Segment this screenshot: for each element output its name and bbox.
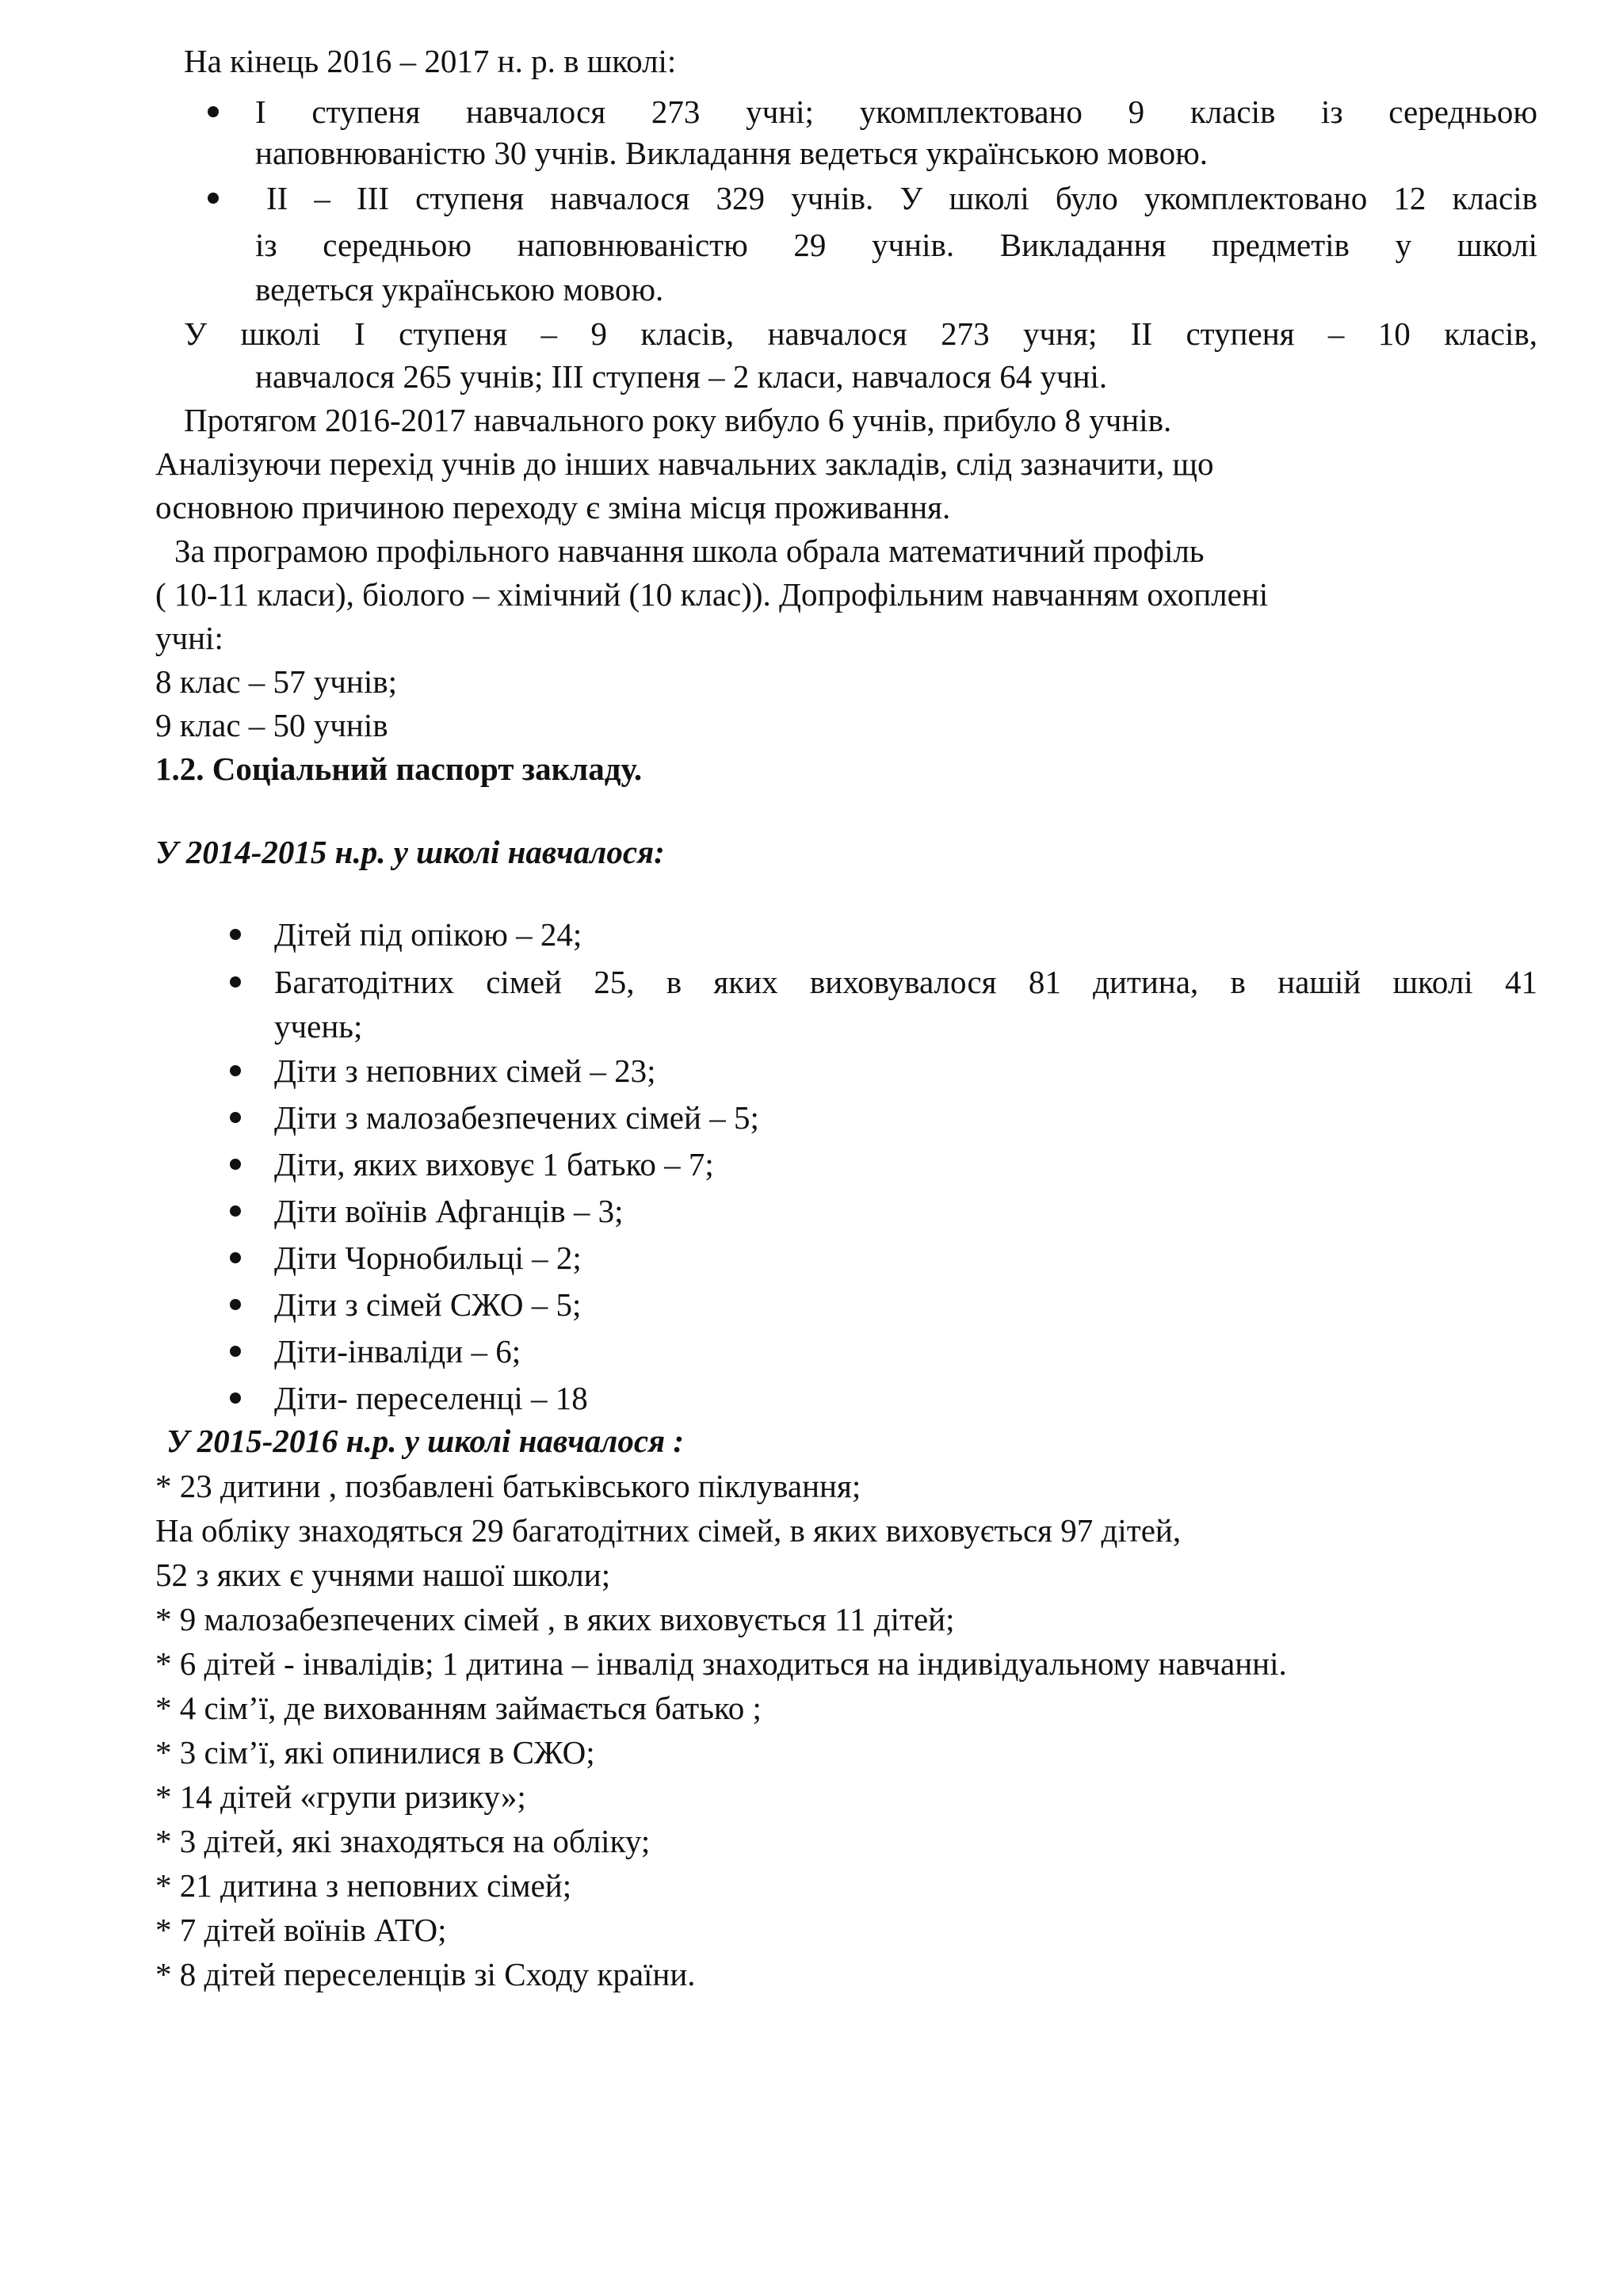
list-line: * 9 малозабезпечених сімей , в яких виховується 11 дітей; [155, 1601, 955, 1637]
analysis-text: основною причиною переходу є зміна місця проживання. [155, 489, 951, 525]
movement-text: Протягом 2016-2017 навчального року вибуло 6 учнів, прибуло 8 учнів. [184, 402, 1172, 438]
list-item: Багатодітних сімей 25, в яких виховувалося 81 дитина, в нашій школі 41 [274, 964, 1537, 1000]
list-line: * 14 дітей «групи ризику»; [155, 1778, 526, 1815]
bullet-dot [230, 976, 241, 988]
bullet-dot [230, 1112, 241, 1123]
list-item: Діти, яких виховує 1 батько – 7; [274, 1146, 714, 1182]
list-item: Діти з неповних сімей – 23; [274, 1052, 656, 1089]
bullet-dot [208, 193, 219, 204]
profile-text: учні: [155, 620, 223, 656]
list-line: * 23 дитини , позбавлені батьківського піклування; [155, 1468, 861, 1504]
year-2015-heading: У 2015-2016 н.р. у школі навчалося : [166, 1423, 685, 1459]
list-line: * 6 дітей - інвалідів; 1 дитина – інвалід знаходиться на індивідуальному навчанні. [155, 1645, 1287, 1682]
grades-summary: навчалося 265 учнів; ІІІ ступеня – 2 класи, навчалося 64 учні. [255, 358, 1108, 395]
list-line: * 3 сім’ї, які опинилися в СЖО; [155, 1734, 595, 1771]
intro-heading: На кінець 2016 – 2017 н. р. в школі: [184, 43, 677, 79]
profile-text: ( 10-11 класи), біолого – хімічний (10 клас)). Допрофільним навчанням охоплені [155, 576, 1269, 613]
bullet-dot [230, 1065, 241, 1076]
list-line: * 8 дітей переселенців зі Сходу країни. [155, 1956, 696, 1992]
list-item: Діти- переселенці – 18 [274, 1380, 588, 1416]
year-2014-heading: У 2014-2015 н.р. у школі навчалося: [155, 834, 665, 870]
bullet-dot [230, 1346, 241, 1357]
list-line: 52 з яких є учнями нашої школи; [155, 1557, 611, 1593]
bullet-text: ІІ – ІІІ ступеня навчалося 329 учнів. У школі було укомплектовано 12 класів [266, 180, 1537, 216]
bullet-text: І ступеня навчалося 273 учні; укомплектовано 9 класів із середньою [255, 94, 1537, 130]
list-item: Діти Чорнобильці – 2; [274, 1240, 582, 1276]
list-item: Дітей під опікою – 24; [274, 916, 582, 953]
bullet-dot [230, 929, 241, 940]
bullet-dot [230, 1299, 241, 1310]
grade-8-count: 8 клас – 57 учнів; [155, 663, 397, 700]
list-line: * 4 сім’ї, де вихованням займається батько ; [155, 1690, 762, 1726]
list-item: Діти воїнів Афганців – 3; [274, 1193, 624, 1229]
bullet-text: наповнюваністю 30 учнів. Викладання ведеться українською мовою. [255, 135, 1209, 171]
list-line: * 7 дітей воїнів АТО; [155, 1912, 447, 1948]
profile-text: За програмою профільного навчання школа обрала математичний профіль [174, 533, 1205, 569]
list-line: * 21 дитина з неповних сімей; [155, 1867, 572, 1904]
list-line: * 3 дітей, які знаходяться на обліку; [155, 1823, 651, 1859]
list-item: Діти з сімей СЖО – 5; [274, 1286, 582, 1323]
grades-summary: У школі І ступеня – 9 класів, навчалося 273 учня; ІІ ступеня – 10 класів, [184, 315, 1537, 352]
bullet-dot [230, 1252, 241, 1263]
list-item: Діти з малозабезпечених сімей – 5; [274, 1099, 759, 1136]
bullet-text: із середньою наповнюваністю 29 учнів. Викладання предметів у школі [255, 227, 1537, 263]
grade-9-count: 9 клас – 50 учнів [155, 707, 388, 743]
section-title: 1.2. Соціальний паспорт закладу. [155, 751, 643, 787]
bullet-dot [230, 1205, 241, 1217]
bullet-dot [230, 1392, 241, 1404]
list-line: На обліку знаходяться 29 багатодітних сімей, в яких виховується 97 дітей, [155, 1512, 1182, 1549]
bullet-text: ведеться українською мовою. [255, 271, 664, 308]
list-item: Діти-інваліди – 6; [274, 1333, 521, 1370]
list-item: учень; [274, 1008, 363, 1045]
analysis-text: Аналізуючи перехід учнів до інших навчальних закладів, слід зазначити, що [155, 445, 1214, 482]
bullet-dot [230, 1159, 241, 1170]
bullet-dot [208, 106, 219, 117]
